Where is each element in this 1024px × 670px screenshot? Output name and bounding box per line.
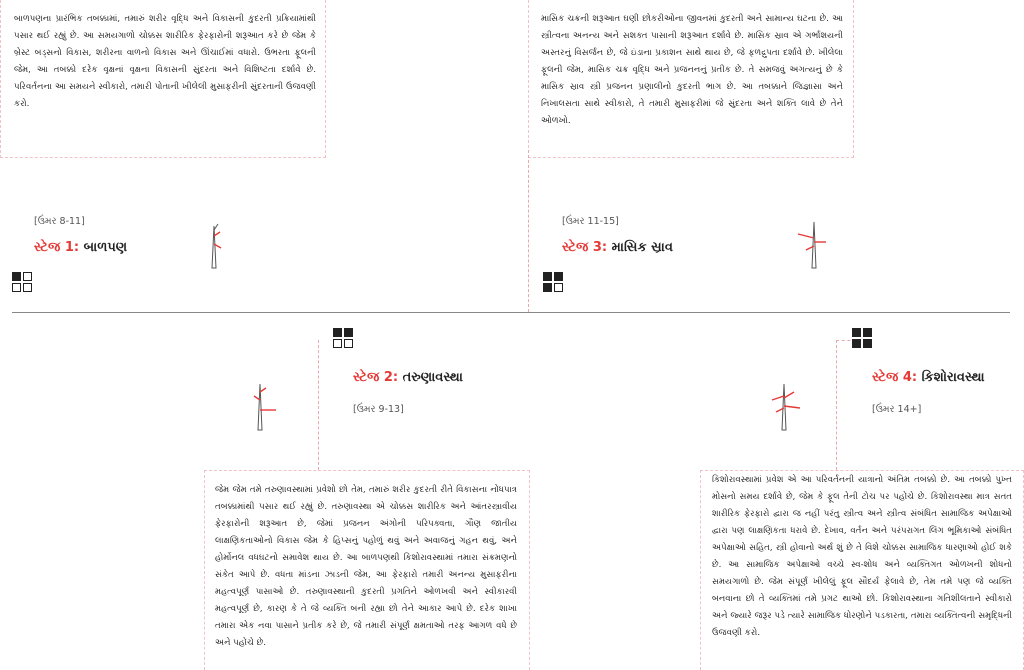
- stage-1-age: [ઉંમર 8-11]: [34, 216, 85, 227]
- stage-4-label: સ્ટેજ 4:: [872, 370, 918, 385]
- stage-2-name: તરુણાવસ્થા: [402, 370, 463, 385]
- stage-3-name: માસિક સ્રાવ: [611, 240, 673, 255]
- stage-1-label: સ્ટેજ 1:: [34, 240, 80, 255]
- stage-4-name: કિશોરાવસ્થા: [921, 370, 985, 385]
- stage-1-title: [34, 240, 127, 255]
- stage-4-plant-icon: [764, 378, 804, 432]
- stage-2-title: [353, 370, 463, 385]
- stage-1-plant-icon: [200, 216, 228, 270]
- stage-1-grid-icon: [12, 272, 32, 292]
- stage-3-plant-icon: [796, 216, 830, 270]
- stage-1-name: બાળપણ: [83, 240, 128, 255]
- stage-2-label: સ્ટેજ 2:: [353, 370, 399, 385]
- stage-2-description: જેમ જેમ તમે તરુણાવસ્થામાં પ્રવેશો છો તેમ, તમારું શરીર કુદરતી રીતે વિકાસના નોંધપાત્ર તબક્કામાંથી પસાર થઈ રહ્યું છે. તરુણાવસ્થા એ ચોક્કસ શારીરિક અને આંતરસ્ત્રાવીય ફેરફારોની શરૂઆત છે, જેમાં પ્રજનન અંગોની પરિપક્વતા, ગૌણ જાતીય લાક્ષણિકતાઓનો વિકાસ જેમ કે હિપ્સનું પહોળું થવું અને અવાજનું ગહન થવું, અને હોર્મોનલ વધઘટનો સમાવેશ થાય છે. આ બાળપણથી કિશોરાવસ્થામાં તમારા સંક્રમણનો સંકેત આપે છે. વધતા માંડના ઝાડની જેમ, આ ફેરફારો તમારી અનન્ય મુસાફરીના મહત્વપૂર્ણ પાસાઓ છે. તરુણાવસ્થાની કુદરતી પ્રગતિને ઓળખવી અને સ્વીકારવી મહત્વપૂર્ણ છે, કારણ કે તે જે વ્યક્તિ બની રહ્યા છો તેને આકાર આપે છે. દરેક શાખા તમારા એક નવા પાસાને પ્રતીક કરે છે, જે તમારી સંપૂર્ણ ક્ષમતાઓ તરફ આગળ વધે છે અને પહોંચે છે.: [215, 485, 517, 648]
- stage-4-grid-icon: [852, 328, 872, 348]
- stage-4-title: [872, 370, 985, 385]
- stage-2-age: [ઉંમર 9-13]: [353, 404, 404, 415]
- stage-3-grid-icon: [543, 272, 563, 292]
- stage-3-age: [ઉંમર 11-15]: [562, 216, 619, 227]
- stage-4-age: [ઉંમર 14+]: [872, 404, 922, 415]
- timeline-axis: [12, 312, 1010, 313]
- connector-stage-4: [836, 340, 837, 470]
- stage-2-plant-icon: [248, 378, 280, 432]
- stage-1-description: બાળપણના પ્રારંભિક તબક્કામાં, તમારું શરીર વૃદ્ધિ અને વિકાસની કુદરતી પ્રક્રિયામાંથી પસાર થઈ રહ્યું છે. આ સમયગાળો ચોક્કસ શારીરિક ફેરફારોની શરૂઆત કરે છે જેમ કે બ્રેસ્ટ બડ્સનો વિકાસ, શરીરના વાળનો વિકાસ અને ઊંચાઈમાં વધારો. ઉભરતા ફૂલની જેમ, આ તબક્કો દરેક વૃક્ષનાં વૃક્ષના વિકાસની સુંદરતા અને વિશિષ્ટતા દર્શાવે છે. પરિવર્તનના આ સમયને સ્વીકારો, તમારી પોતાની ખીલેલી મુસાફરીની સુંદરતાની ઉજવણી કરો.: [14, 14, 316, 109]
- stage-3-title: [562, 240, 673, 255]
- stage-3-description: માસિક ચક્રની શરૂઆત ઘણી છોકરીઓના જીવનમાં કુદરતી અને સામાન્ય ઘટના છે. આ સ્ત્રીત્વના અનન્ય અને સશક્ત પાસાની શરૂઆત દર્શાવે છે. માસિક સ્રાવ એ ગર્ભાશયની અસ્તરનું વિસર્જન છે, જે ઇંડાના પ્રકાશન સાથે થાય છે, જે ફળદ્રુપતા દર્શાવે છે. ખીલેલા ફૂલની જેમ, માસિક ચક્ર વૃદ્ધિ અને પ્રજનનનું પ્રતીક છે. તે સમજવું અગત્યનું છે કે માસિક સ્રાવ સ્ત્રી પ્રજનન પ્રણાલીનો કુદરતી ભાગ છે. આ તબક્કાને જિજ્ઞાસા અને નિખાલસતા સાથે સ્વીકારો, તે તમારી મુસાફરીમાં જે સુંદરતા અને શક્તિ લાવે છે તેને ઓળખો.: [541, 14, 843, 126]
- connector-stage-3: [528, 150, 529, 312]
- stage-3-label: સ્ટેજ 3:: [562, 240, 608, 255]
- stage-4-description: કિશોરાવસ્થામાં પ્રવેશ એ આ પરિવર્તનની યાત્રાનો અંતિમ તબક્કો છે. આ તબક્કો પુખ્ત મોસનો સમય દર્શાવે છે, જેમ કે ફૂલ તેની ટોચ પર પહોંચે છે. કિશોરાવસ્થા માત્ર સતત શારીરિક ફેરફારો દ્વારા જ નહીં પરંતુ સ્ત્રીત્વ અને સ્ત્રીત્વ સંબંધિત સામાજિક અપેક્ષાઓ દ્વારા પણ લાક્ષણિકતા ધરાવે છે. દેખાવ, વર્તન અને પરંપરાગત લિંગ ભૂમિકાઓ સંબંધિત અપેક્ષાઓ સહિત, સ્ત્રી હોવાનો અર્થ શું છે તે વિશે ચોક્કસ સામાજિક ધારણાઓ હોઈ શકે છે. આ સામાજિક અપેક્ષાઓ વચ્ચે સ્વ-શોધ અને વ્યક્તિગત ઓળખની શોધનો સમયગાળો છે. જેમ સંપૂર્ણ ખીલેલું ફૂલ સૌંદર્ય ફેલાવે છે, તેમ તમે પણ જે વ્યક્તિ બનવાના છો તે વ્યક્તિમાં તમે પ્રગટ થાઓ છો. કિશોરાવસ્થાના ગતિશીલતાને સ્વીકારો અને જ્યારે જરૂર પડે ત્યારે સામાજિક ધોરણોને પડકારતા, તમારા વ્યક્તિત્વની સમૃદ્ધિની ઉજવણી કરો.: [712, 475, 1012, 638]
- stage-2-grid-icon: [333, 328, 353, 348]
- connector-stage-2: [318, 340, 319, 470]
